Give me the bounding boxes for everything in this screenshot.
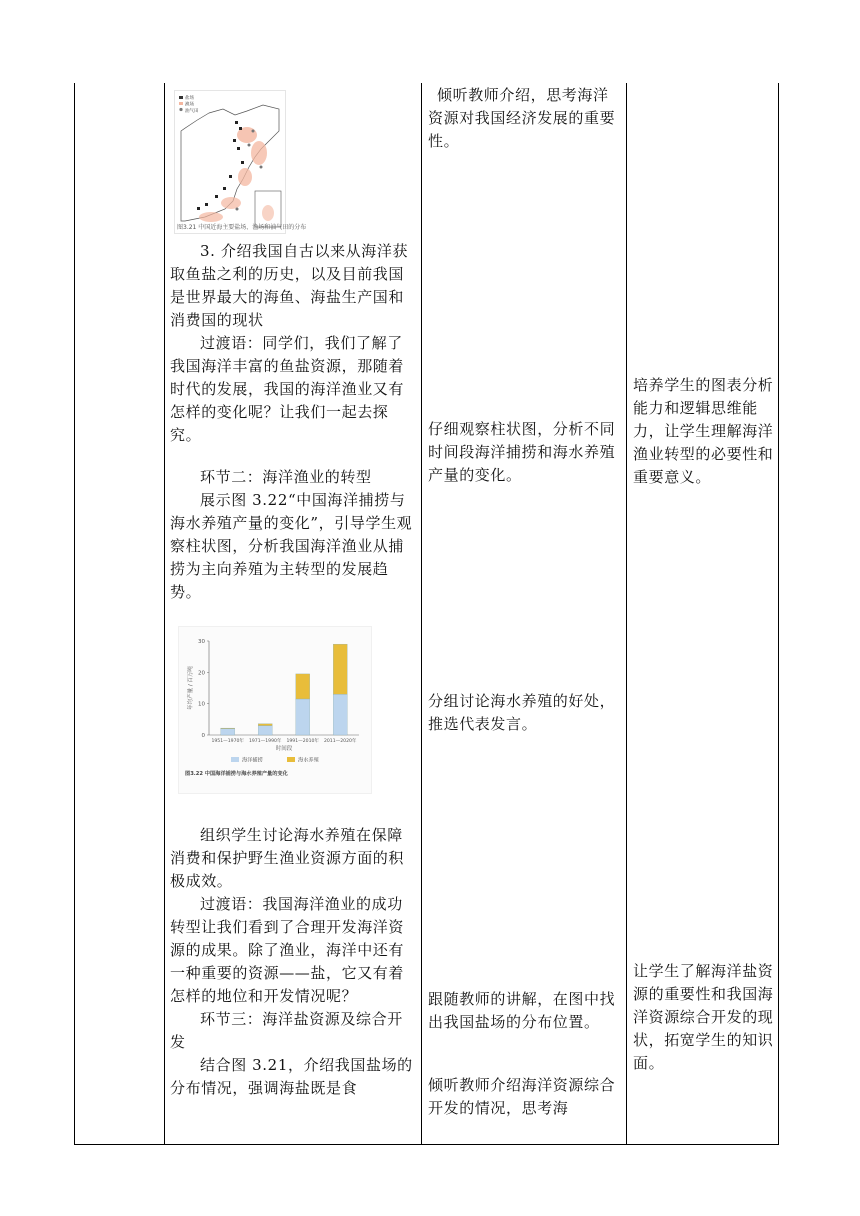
legend-swatch bbox=[287, 757, 295, 762]
fishery-bar-chart bbox=[179, 627, 371, 793]
bar-aquaculture bbox=[258, 724, 272, 726]
teacher-item-3 bbox=[170, 240, 416, 447]
bar-capture bbox=[333, 694, 347, 735]
y-axis-label: 年均产量 / 百万吨 bbox=[188, 666, 194, 710]
student-activity-2-text: 仔细观察柱状图，分析不同时间段海洋捕捞和海水养殖产量的变化。 bbox=[428, 420, 616, 484]
x-tick-label: 1991—2010年 bbox=[286, 739, 320, 744]
transition-2-text: 过渡语：我国海洋渔业的成功转型让我们看到了合理开发海洋资源的成果。除了渔业，海洋中还有一种重要的资源——盐，它又有着怎样的地位和开发情况呢？ bbox=[170, 895, 405, 1005]
section-3-body: 结合图 3.21，介绍我国盐场的分布情况，强调海盐既是食 bbox=[170, 1056, 413, 1097]
salt-field-map bbox=[175, 91, 285, 233]
bar-aquaculture bbox=[333, 644, 347, 694]
section-2-body: 展示图 3.22“中国海洋捕捞与海水养殖产量的变化”，引导学生观察柱状图，分析我国海洋渔业从捕捞为主向养殖为主转型的发展趋势。 bbox=[170, 491, 413, 601]
student-activity-4 bbox=[428, 988, 622, 1034]
section-3-title: 环节三：海洋盐资源及综合开发 bbox=[170, 1010, 403, 1051]
discussion-text: 组织学生讨论海水养殖在保障消费和保护野生渔业资源方面的积极成效。 bbox=[170, 826, 405, 890]
section-2 bbox=[170, 466, 416, 604]
x-tick-label: 1971—1990年 bbox=[248, 739, 282, 744]
student-activity-1 bbox=[428, 84, 622, 153]
x-tick-label: 2011—2020年 bbox=[323, 739, 357, 744]
section-2-title: 环节二：海洋渔业的转型 bbox=[200, 468, 372, 486]
bar-aquaculture bbox=[296, 674, 310, 699]
student-activity-5 bbox=[428, 1074, 622, 1120]
y-tick-label: 20 bbox=[198, 670, 205, 677]
design-intent-2 bbox=[633, 960, 775, 1075]
salt-field-map-figure bbox=[174, 90, 307, 234]
y-tick-label: 10 bbox=[198, 701, 205, 708]
student-activity-2 bbox=[428, 418, 622, 487]
student-activity-3 bbox=[428, 690, 622, 736]
map-caption: 图3.21 中国近海主要盐场、渔场和油气田的分布 bbox=[177, 224, 307, 231]
design-intent-1 bbox=[633, 374, 775, 489]
table-border-right bbox=[778, 83, 779, 1145]
column-divider-3 bbox=[626, 83, 627, 1145]
fishery-bar-chart-figure bbox=[178, 626, 372, 794]
column-divider-1 bbox=[164, 83, 165, 1145]
legend-swatch bbox=[231, 757, 239, 762]
bar-capture bbox=[258, 726, 272, 735]
chart-caption: 图3.22 中国海洋捕捞与海水养殖产量的变化 bbox=[185, 771, 288, 777]
student-activity-3-text: 分组讨论海水养殖的好处，推选代表发言。 bbox=[428, 692, 616, 733]
discussion-block bbox=[170, 824, 416, 1100]
student-activity-4-text: 跟随教师的讲解，在图中找出我国盐场的分布位置。 bbox=[428, 990, 616, 1031]
table-border-bottom bbox=[74, 1144, 779, 1145]
column-divider-2 bbox=[421, 83, 422, 1145]
x-axis-label: 时间段 bbox=[275, 746, 293, 752]
map-legend-label: 油气田 bbox=[185, 109, 199, 114]
bar-capture bbox=[221, 729, 235, 735]
transition-1-text: 过渡语：同学们，我们了解了我国海洋丰富的鱼盐资源，那随着时代的发展，我国的海洋渔业又有怎样的变化呢？让我们一起去探究。 bbox=[170, 334, 405, 444]
design-intent-1-text: 培养学生的图表分析能力和逻辑思维能力，让学生理解海洋渔业转型的必要性和重要意义。 bbox=[633, 376, 774, 486]
table-border-left bbox=[74, 83, 75, 1145]
legend-label: 海水养殖 bbox=[298, 757, 319, 764]
x-tick-label: 1951—1970年 bbox=[211, 739, 245, 744]
y-tick-label: 0 bbox=[201, 733, 205, 739]
item3-text: 3. 介绍我国自古以来从海洋获取鱼盐之利的历史，以及目前我国是世界最大的海鱼、海盐生产国和消费国的现状 bbox=[170, 242, 409, 329]
student-activity-5-text: 倾听教师介绍海洋资源综合开发的情况，思考海 bbox=[428, 1076, 616, 1117]
legend-label: 海洋捕捞 bbox=[242, 757, 263, 764]
map-legend-label: 渔场 bbox=[185, 102, 194, 108]
student-activity-1-text: 倾听教师介绍，思考海洋资源对我国经济发展的重要性。 bbox=[428, 86, 616, 150]
map-legend-label: 盐场 bbox=[185, 96, 194, 101]
design-intent-2-text: 让学生了解海洋盐资源的重要性和我国海洋资源综合开发的现状，拓宽学生的知识面。 bbox=[633, 962, 774, 1072]
bar-capture bbox=[296, 699, 310, 735]
bar-aquaculture bbox=[221, 728, 235, 729]
y-tick-label: 30 bbox=[198, 639, 205, 645]
